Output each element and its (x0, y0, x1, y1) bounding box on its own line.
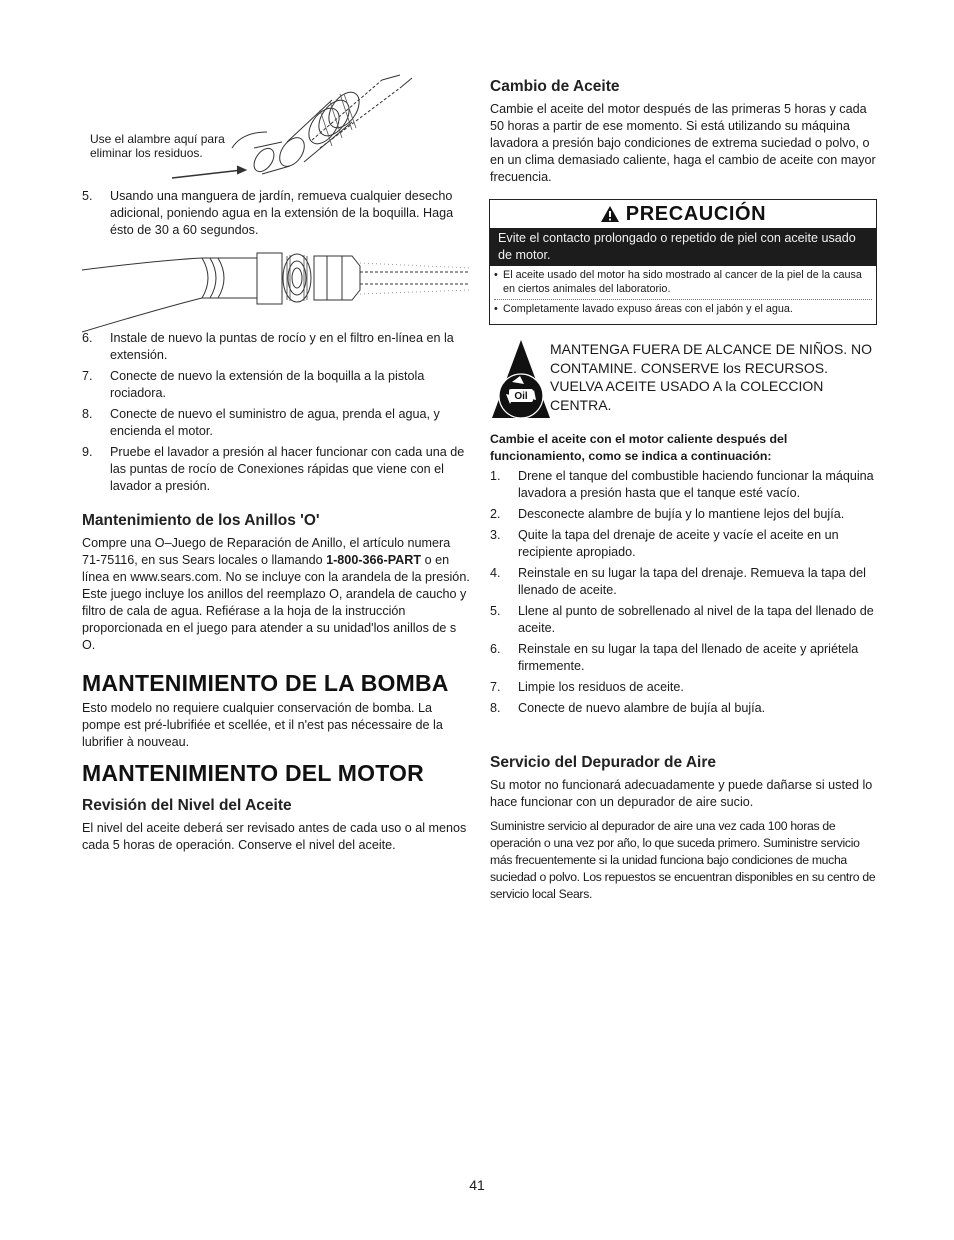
recycle-notice (490, 338, 878, 428)
oring-body: Compre una O–Juego de Reparación de Anillo, el artículo numera 71-75116, en sus Sears locales o llamando 1-800-366-PART o en línea en www.sears.com. No se incluye con la arandela de la presión. Este juego incluye los anillos del reemplazo O, arandela de caucho y filtro de cala de agua. Refiérase a la hoja de la instrucción proporcionada en el juego para atender a su unidad'los anillos de s O. (82, 536, 470, 652)
caution-box (489, 199, 877, 325)
air-cleaner-heading: Servicio del Depurador de Aire (490, 754, 716, 771)
list-item: 5. Usando una manguera de jardín, remueva cualquier desecho adicional, poniendo agua en la extensión de la boquilla. Haga ésto de 30 a 60 segundos. (82, 189, 454, 237)
caution-title: PRECAUCIÓN (625, 202, 767, 225)
nozzle-cleaning-illustration (82, 70, 422, 188)
divider (494, 299, 872, 300)
list-item: 2. Desconecte alambre de bujía y lo mantiene lejos del bujía. (490, 507, 845, 521)
oil-recycle-icon (490, 338, 552, 420)
page-number: 41 (469, 1177, 485, 1193)
figure-caption: Use el alambre aquí para eliminar los residuos. (90, 132, 225, 160)
motor-heading: MANTENIMIENTO DEL MOTOR (82, 760, 424, 786)
list-item: 5. Llene al punto de sobrellenado al nivel de la tapa del llenado de aceite. (490, 604, 874, 635)
list-item: 1. Drene el tanque del combustible haciendo funcionar la máquina lavadora a presión hasta que el tanque esté vacío. (490, 469, 874, 500)
caution-header (490, 200, 876, 228)
oil-level-heading: Revisión del Nivel del Aceite (82, 797, 292, 814)
oring-heading: Mantenimiento de los Anillos 'O' (82, 512, 320, 529)
list-item: 8. Conecte de nuevo el suministro de agua, prenda el agua, y encienda el motor. (82, 407, 440, 438)
oil-change-intro: Cambie el aceite con el motor caliente después del funcionamiento, como se indica a continuación: (490, 432, 788, 463)
list-item: 6. Reinstale en su lugar la tapa del llenado de aceite y apriétela firmemente. (490, 642, 859, 673)
list-item: 9. Pruebe el lavador a presión al hacer funcionar con cada una de las puntas de rocío de Conexiones rápidas que viene con el lavador a presión. (82, 445, 465, 493)
list-item: 8. Conecte de nuevo alambre de bujía al bujía. (490, 701, 766, 715)
list-item: 7. Limpie los residuos de aceite. (490, 680, 684, 694)
list-item: 7. Conecte de nuevo la extensión de la boquilla a la pistola rociadora. (82, 369, 425, 400)
list-item: 3. Quite la tapa del drenaje de aceite y vacíe el aceite en un recipiente apropiado. (490, 528, 839, 559)
list-item: • El aceite usado del motor ha sido mostrado al cancer de la piel de la causa en ciertos animales del laboratorio. (494, 269, 862, 295)
oil-change-steps-list (490, 468, 878, 721)
list-item: 4. Reinstale en su lugar la tapa del drenaje. Remueva la tapa del llenado de aceite. (490, 566, 866, 597)
caution-list (490, 266, 876, 320)
recycle-text: MANTENGA FUERA DE ALCANCE DE NIÑOS. NO CONTAMINE. CONSERVE los RECURSOS. VUELVA ACEITE USADO A la COLECCION CENTRA. (550, 341, 873, 413)
caution-warning-text: Evite el contacto prolongado o repetido de piel con aceite usado de motor. (490, 228, 876, 266)
pump-heading: MANTENIMIENTO DE LA BOMBA (82, 670, 449, 696)
cleaning-steps-list (82, 188, 470, 243)
oil-change-body: Cambie el aceite del motor después de las primeras 5 horas y cada 50 horas a partir de ese momento. Si está utilizando su máquina lavadora a presión bajo condiciones de extrema suciedad o polvo, o en un clima demasiado caliente, haga el cambio de aceite con mayor frecuencia. (490, 102, 876, 184)
oil-change-heading: Cambio de Aceite (490, 78, 620, 95)
list-item: • Completamente lavado expuso áreas con el jabón y el agua. (494, 303, 793, 315)
list-item: 6. Instale de nuevo la puntas de rocío y en el filtro en-línea en la extensión. (82, 331, 454, 362)
warning-triangle-icon (600, 205, 620, 223)
air-cleaner-body-1: Su motor no funcionará adecuadamente y puede dañarse si usted lo hace funcionar con un depurador de aire sucio. (490, 778, 873, 809)
reassembly-steps-list (82, 330, 470, 499)
pump-body: Esto modelo no requiere cualquier conservación de bomba. La pompe est pré-lubrifiée et scellée, et il n'est pas nécessaire de la lubrifier à nouveau. (82, 701, 443, 749)
svg-text:Oil: Oil (514, 391, 528, 402)
oil-level-body: El nivel del aceite deberá ser revisado antes de cada uso o al menos cada 5 horas de operación. Conserve el nivel del aceite. (82, 821, 467, 852)
air-cleaner-body-2: Suministre servicio al depurador de aire una vez cada 100 horas de operación o una vez por año, lo que suceda primero. Suministre servicio más frecuentemente si la unidad funciona bajo condiciones de mucha suciedad o polvo. Los repuestos se encuentran disponibles en su centro de servicio local Sears. (490, 819, 876, 901)
